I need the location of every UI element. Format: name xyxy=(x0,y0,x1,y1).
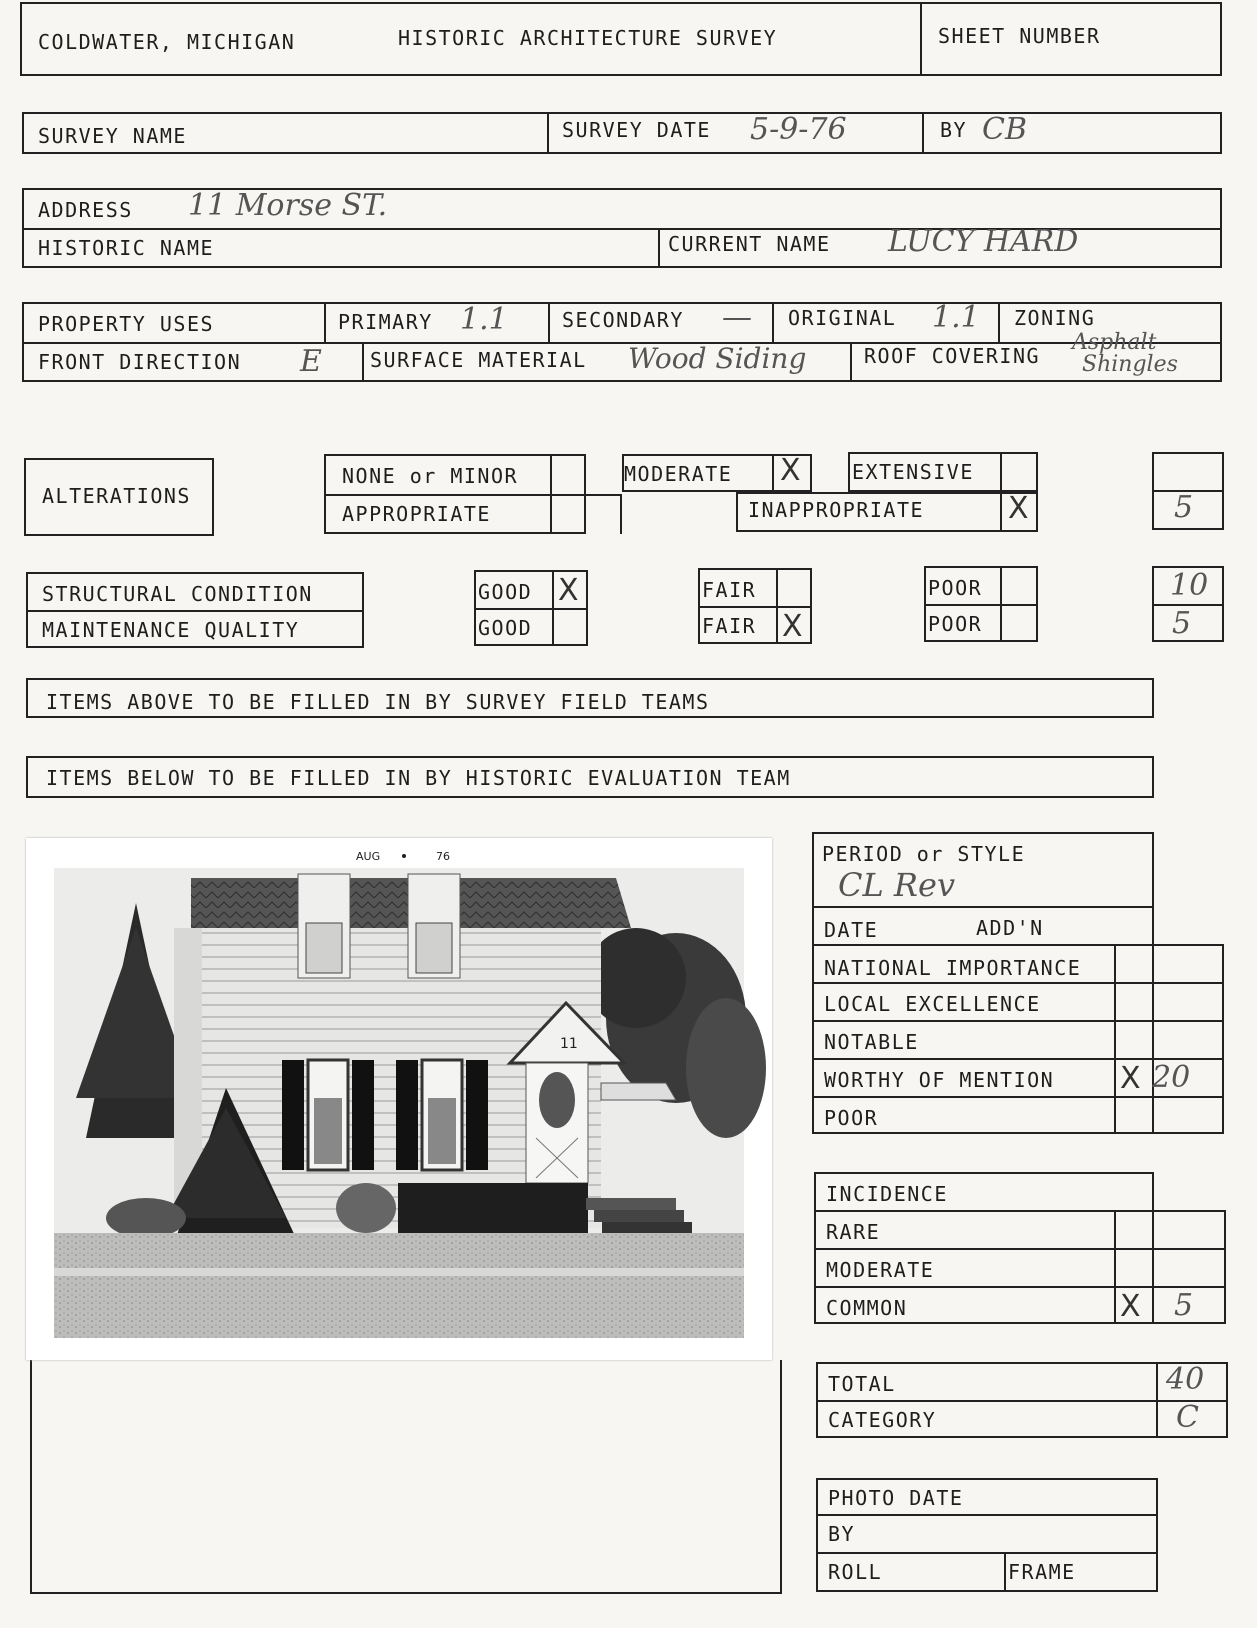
common-score: 5 xyxy=(1174,1288,1194,1323)
alterations-label: ALTERATIONS xyxy=(42,484,191,508)
good-vline xyxy=(552,570,554,646)
prop-div-1 xyxy=(324,302,326,342)
incidence-score-vline xyxy=(1114,1210,1116,1324)
local-excellence-label: LOCAL EXCELLENCE xyxy=(824,992,1041,1016)
evaluation-poor-label: POOR xyxy=(824,1106,879,1130)
prop-div-3 xyxy=(772,302,774,342)
survey-by-label: BY xyxy=(940,118,968,142)
secondary-label: SECONDARY xyxy=(562,308,684,332)
totals-vline xyxy=(1156,1362,1158,1438)
eval-hline-3 xyxy=(812,982,1224,984)
alt-left-vline-2 xyxy=(620,494,622,534)
structural-fair-label: FAIR xyxy=(702,578,757,602)
totals-hline xyxy=(816,1400,1228,1402)
historic-name-label: HISTORIC NAME xyxy=(38,236,215,260)
moderate-vline xyxy=(772,454,774,492)
address-divider xyxy=(658,228,660,268)
inappropriate-label: INAPPROPRIATE xyxy=(748,498,925,522)
notable-label: NOTABLE xyxy=(824,1030,919,1054)
house-photo xyxy=(26,838,772,1360)
survey-divider-1 xyxy=(547,112,549,154)
primary-label: PRIMARY xyxy=(338,310,433,334)
maintenance-good-label: GOOD xyxy=(478,616,533,640)
common-label: COMMON xyxy=(826,1296,908,1320)
photo-stamp-dot xyxy=(402,854,406,858)
note-below: ITEMS BELOW TO BE FILLED IN BY HISTORIC EVALUATION TEAM xyxy=(46,766,791,790)
maintenance-score: 5 xyxy=(1172,606,1192,641)
structural-poor-label: POOR xyxy=(928,576,983,600)
good-hline xyxy=(474,608,588,610)
form-title: HISTORIC ARCHITECTURE SURVEY xyxy=(398,26,778,50)
maintenance-fair-label: FAIR xyxy=(702,614,757,638)
address-value: 11 Morse ST. xyxy=(188,188,388,223)
prop-div-5 xyxy=(362,342,364,382)
address-label: ADDRESS xyxy=(38,198,133,222)
alt-left-vline xyxy=(550,454,552,534)
category-value: C xyxy=(1176,1400,1199,1435)
maintenance-fair-mark: X xyxy=(782,609,803,644)
front-direction-label: FRONT DIRECTION xyxy=(38,350,242,374)
common-mark: X xyxy=(1120,1289,1141,1324)
moderate-label: MODERATE xyxy=(624,462,733,486)
survey-divider-2 xyxy=(922,112,924,154)
eval-hline-4 xyxy=(812,1020,1224,1022)
original-label: ORIGINAL xyxy=(788,306,897,330)
none-minor-label: NONE or MINOR xyxy=(342,464,519,488)
fair-vline xyxy=(776,568,778,644)
prop-div-6 xyxy=(850,342,852,382)
eval-hline-2 xyxy=(812,944,1224,946)
poor-hline xyxy=(924,604,1038,606)
secondary-value: — xyxy=(722,300,752,335)
structural-score: 10 xyxy=(1170,568,1209,603)
worthy-score: 20 xyxy=(1152,1060,1191,1095)
inappropriate-check-mark: X xyxy=(1008,491,1029,526)
period-style-label: PERIOD or STYLE xyxy=(822,842,1026,866)
inc-hline-1 xyxy=(814,1210,1226,1212)
total-label: TOTAL xyxy=(828,1372,896,1396)
prop-div-4 xyxy=(998,302,1000,342)
photo-info-vline xyxy=(1004,1552,1006,1592)
eval-hline-6 xyxy=(812,1096,1224,1098)
eval-hline-1 xyxy=(812,906,1154,908)
maintenance-poor-label: POOR xyxy=(928,612,983,636)
house-number-text: 11 xyxy=(560,1036,578,1052)
survey-date-value: 5-9-76 xyxy=(750,112,847,147)
inc-hline-2 xyxy=(814,1248,1226,1250)
appropriate-label: APPROPRIATE xyxy=(342,502,491,526)
sheet-number-label: SHEET NUMBER xyxy=(938,24,1101,48)
condition-hline xyxy=(26,610,364,612)
header-divider xyxy=(920,2,922,76)
roof-covering-value-1: Asphalt xyxy=(1072,330,1157,355)
alterations-score: 5 xyxy=(1174,490,1194,525)
extensive-label: EXTENSIVE xyxy=(852,460,974,484)
current-name-label: CURRENT NAME xyxy=(668,232,831,256)
fair-hline xyxy=(698,606,812,608)
roof-covering-label: ROOF COVERING xyxy=(864,344,1041,368)
structural-condition-label: STRUCTURAL CONDITION xyxy=(42,582,313,606)
roof-covering-value-2: Shingles xyxy=(1082,352,1178,377)
evaluation-score-box xyxy=(1114,944,1224,1134)
property-uses-label: PROPERTY USES xyxy=(38,312,215,336)
rare-label: RARE xyxy=(826,1220,881,1244)
total-value: 40 xyxy=(1166,1362,1205,1397)
moderate-check-mark: X xyxy=(780,453,801,488)
prop-div-2 xyxy=(548,302,550,342)
date-label: DATE xyxy=(824,918,879,942)
poor-vline xyxy=(1000,566,1002,642)
period-style-value: CL Rev xyxy=(838,866,956,904)
survey-date-label: SURVEY DATE xyxy=(562,118,711,142)
survey-by-value: CB xyxy=(982,112,1027,147)
survey-name-label: SURVEY NAME xyxy=(38,124,187,148)
date-value: ADD'N xyxy=(976,916,1044,940)
category-label: CATEGORY xyxy=(828,1408,937,1432)
surface-material-label: SURFACE MATERIAL xyxy=(370,348,587,372)
maintenance-quality-label: MAINTENANCE QUALITY xyxy=(42,618,300,642)
photo-stamp-month: AUG xyxy=(356,850,381,863)
alt-left-hline xyxy=(324,494,622,496)
incidence-moderate-label: MODERATE xyxy=(826,1258,935,1282)
primary-value: 1.1 xyxy=(460,302,508,337)
zoning-label: ZONING xyxy=(1014,306,1096,330)
front-direction-value: E xyxy=(300,344,322,379)
photo-info-hline-2 xyxy=(816,1552,1158,1554)
property-hline xyxy=(22,342,1222,344)
surface-material-value: Wood Siding xyxy=(628,342,807,375)
worthy-mark: X xyxy=(1120,1061,1141,1096)
photo-frame xyxy=(30,1360,782,1594)
inc-hline-3 xyxy=(814,1286,1226,1288)
eval-score-vline xyxy=(1114,944,1116,1134)
photo-stamp-year: 76 xyxy=(436,850,450,863)
note-above: ITEMS ABOVE TO BE FILLED IN BY SURVEY FIELD TEAMS xyxy=(46,690,710,714)
roll-label: ROLL xyxy=(828,1560,883,1584)
photo-by-label: BY xyxy=(828,1522,856,1546)
photo-date-label: PHOTO DATE xyxy=(828,1486,964,1510)
national-importance-label: NATIONAL IMPORTANCE xyxy=(824,956,1082,980)
structural-good-mark: X xyxy=(558,573,579,608)
original-value: 1.1 xyxy=(932,300,980,335)
current-name-value: LUCY HARD xyxy=(888,224,1079,259)
frame-label: FRAME xyxy=(1008,1560,1076,1584)
incidence-label: INCIDENCE xyxy=(826,1182,948,1206)
structural-good-label: GOOD xyxy=(478,580,533,604)
location-label: COLDWATER, MICHIGAN xyxy=(38,30,296,54)
worthy-of-mention-label: WORTHY OF MENTION xyxy=(824,1068,1055,1092)
photo-info-hline-1 xyxy=(816,1514,1158,1516)
house-photo-image xyxy=(26,838,772,1360)
